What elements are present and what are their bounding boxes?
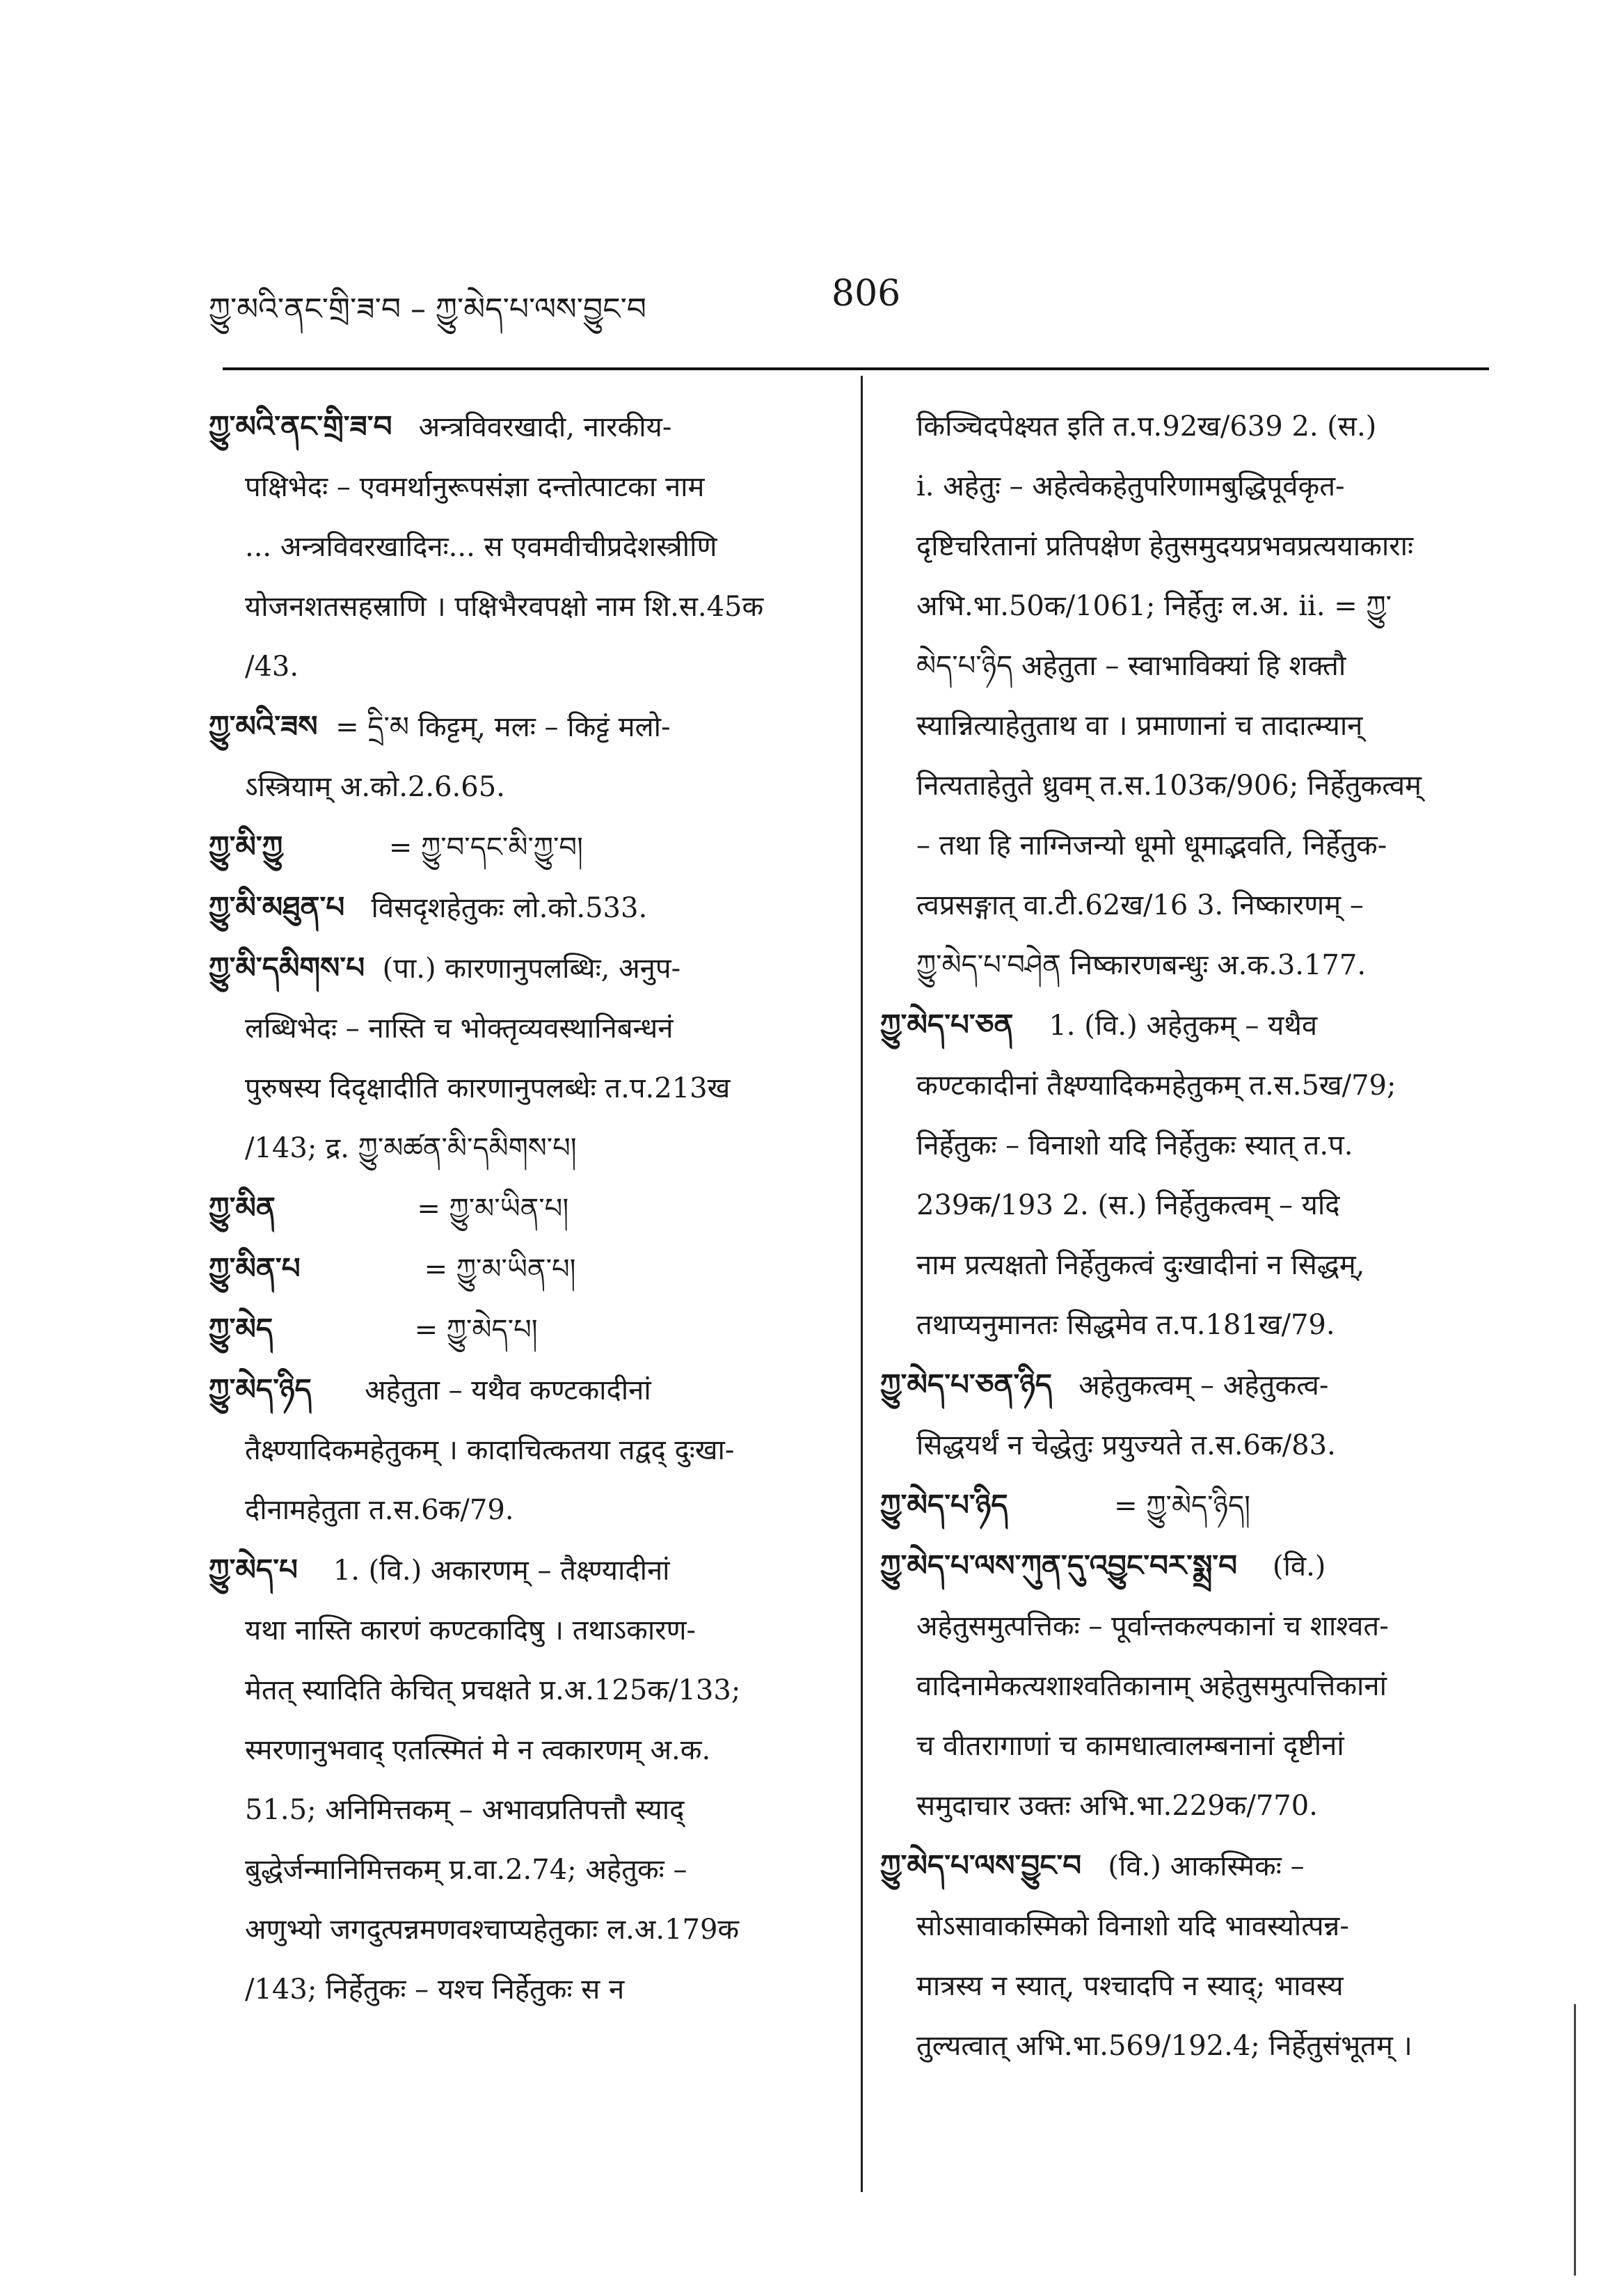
entry-headword-tibetan: ཀྱུ་མེད་པ་ལས་བྱུང་བ [880,1848,1082,1882]
page-edge-line [1574,2004,1576,2276]
entry-line: = ཀྱུ་མ་ཡིན་པ། [424,1253,576,1285]
entry-headword-tibetan: ཀྱུ་མི་མཐུན་པ [209,890,345,924]
entry-line: यथा नास्ति कारणं कण्टकादिषु । तथाऽकारण- [245,1614,696,1646]
entry-headword-tibetan: ཀྱུ་མེད་པ་ལས་ཀུན་དུ་འབྱུང་བར་སྨྲ་བ [880,1548,1238,1582]
entry-continuation [880,397,1486,995]
entry [209,938,835,1178]
entry-line: 1. (वि.) अकारणम् – तैक्ष्ण्यादीनां [333,1555,670,1587]
entry-line: दीनामहेतुता त.स.6क/79. [245,1494,514,1526]
entry-line: 1. (वि.) अहेतुकम् – यथैव [1049,1010,1318,1042]
entry-line: मात्रस्य न स्यात्, पश्चादपि न स्याद्; भावस्य [916,1970,1344,2002]
entry-line: पुरुषस्य दिदृक्षादीति कारणानुपलब्धेः त.प.213ख [245,1072,731,1104]
entry-line: = ཀྱུ་མེད་པ། [414,1314,538,1346]
entry-line: तथाप्यनुमानतः सिद्धमेव त.प.181ख/79. [916,1309,1335,1341]
entry-line: མེད་པ་ཉིད अहेतुता – स्वाभाविक्यां हि शक्तौ [916,650,1346,682]
entry-line: वादिनामेकत्यशाश्वतिकानाम् अहेतुसमुत्पत्तिकानां [916,1670,1387,1702]
entry-line: नित्यताहेतुते ध्रुवम् त.स.103क/906; निर्हेतुकत्वम् [916,770,1422,802]
entry-line: = ཀྱུ་མ་ཡིན་པ། [417,1193,569,1225]
entry-headword-tibetan: ཀྱུ་མིན [209,1191,276,1225]
entry-line: 239क/193 2. (स.) निर्हेतुकत्वम् – यदि [916,1189,1340,1221]
entry [209,1360,835,1540]
entry-line: बुद्धेर्जन्मानिमित्तकम् प्र.वा.2.74; अहेतुकः – [245,1854,687,1886]
entry [209,1540,835,2019]
entry-line: i. अहेतुः – अहेत्वेकहेतुपरिणामबुद्धिपूर्वकृत- [916,470,1345,502]
entry-line: ... अन्त्रविवरखादिनः... स एवमवीचीप्रदेशस्त्रीणि [245,531,717,563]
entry-line: अणुभ्यो जगदुत्पन्नमणवश्चाप्यहेतुकाः ल.अ.179क [245,1914,740,1946]
entry [209,397,835,697]
entry-line: (वि.) आकस्मिकः – [1108,1850,1305,1882]
entry-line: नाम प्रत्यक्षतो निर्हेतुकत्वं दुःखादीनां न सिद्धम्, [916,1249,1365,1281]
entry [880,1355,1486,1475]
entry-headword-tibetan: ཀྱུ་མི་དམིགས་པ [209,951,365,985]
entry-line: समुदाचार उक्तः अभि.भा.229क/770. [916,1790,1318,1822]
entry-line: योजनशतसहस्राणि । पक्षिभैरवपक्षो नाम शि.स.45क [245,591,764,623]
entry-line: अहेतुकत्वम् – अहेतुकत्व- [1078,1370,1329,1402]
entry-line: अहेतुता – यथैव कण्टकादीनां [365,1374,651,1406]
right-column [880,397,1486,2076]
running-header: ཀྱུ་མའི་ནང་གྲི་ཟ་བ – ཀྱུ་མེད་པ་ལས་བྱུང་བ [209,292,647,327]
entry [209,1178,835,1239]
entry [209,697,835,817]
entry-headword-tibetan: ཀྱུ་མེད་པ [209,1553,298,1587]
entry-line: (वि.) [1272,1550,1326,1582]
entry [209,878,835,938]
header-rule [223,367,1489,370]
entry-line: ཀྱུ་མེད་པ་བཤེན निष्कारणबन्धुः अ.क.3.177. [916,949,1367,981]
entry [209,1239,835,1299]
entry [880,1536,1486,1836]
entry-line: /143; निर्हेतुकः – यश्च निर्हेतुकः स न [245,1974,625,2006]
entry-line: स्मरणानुभवाद् एतत्स्मितं मे न त्वकारणम् अ.क. [245,1734,711,1766]
entry-line: /143; द्र. ཀྱུ་མཚན་མི་དམིགས་པ། [245,1132,577,1164]
entry-line: निर्हेतुकः – विनाशो यदि निर्हेतुकः स्यात् त.प. [916,1129,1353,1161]
entry-headword-tibetan: ཀྱུ་མེད་པ་ཅན་ཉིད [880,1367,1053,1402]
entry-headword-tibetan: ཀྱུ་མི་ཀྱུ [209,830,283,864]
entry-line: मेतत् स्यादिति केचित् प्रचक्षते प्र.अ.125क/133; [245,1674,741,1706]
column-divider [861,376,863,2192]
entry-line: अन्त्रविवरखादी, नारकीय- [418,411,672,443]
entry-headword-tibetan: ཀྱུ་མའི་ནང་གྲི་ཟ་བ [209,409,392,443]
entry-headword-tibetan: ཀྱུ་མའི་ཟས [209,709,318,743]
left-column [209,397,835,2019]
entry [880,1836,1486,2076]
entry-headword-tibetan: ཀྱུ་མེད་ཉིད [209,1372,312,1406]
entry-line: (पा.) कारणानुपलब्धिः, अनुप- [382,953,681,985]
page-number: 806 [831,273,901,315]
entry-line: = དྲི་མ किट्टम्, मलः – किट्टं मलो- [335,711,671,743]
entry-line: अहेतुसमुत्पत्तिकः – पूर्वान्तकल्पकानां च शाश्वत- [916,1610,1389,1642]
entry-line: तैक्ष्ण्यादिकमहेतुकम् । कादाचित्कतया तद्वद् दुःखा- [245,1434,735,1466]
entry [880,995,1486,1355]
entry-line: सोऽसावाकस्मिको विनाशो यदि भावस्योत्पन्न- [916,1910,1349,1942]
entry-line: च वीतरागाणां च कामधात्वालम्बनानां दृष्टीनां [916,1730,1344,1762]
entry [880,1475,1486,1536]
entry-line: = ཀྱུ་བ་དང་མི་ཀྱུ་བ། [388,832,583,864]
entry-line: तुल्यत्वात् अभि.भा.569/192.4; निर्हेतुसंभूतम् । [916,2030,1412,2062]
entry-line: = ཀྱུ་མེད་ཉིད། [1114,1490,1250,1522]
entry-line: 51.5; अनिमित्तकम् – अभावप्रतिपत्तौ स्याद् [245,1794,685,1826]
entry [209,1299,835,1360]
entry-line: सिद्धयर्थं न चेद्धेतुः प्रयुज्यते त.स.6क/83. [916,1429,1336,1461]
entry-line: पक्षिभेदः – एवमर्थानुरूपसंज्ञा दन्तोत्पाटका नाम [245,471,705,503]
entry-headword-tibetan: ཀྱུ་མེད་པ་ཉིད [880,1488,1008,1522]
entry-line: कण्टकादीनां तैक्ष्ण्यादिकमहेतुकम् त.स.5ख/79; [916,1070,1396,1102]
entry-line: /43. [245,651,299,683]
entry-line: – तथा हि नाग्निजन्यो धूमो धूमाद्भवति, निर्हेतुक- [916,830,1387,862]
entry-line: विसदृशहेतुकः लो.को.533. [371,892,648,924]
entry-line: ऽस्त्रियाम् अ.को.2.6.65. [245,771,505,803]
entry-headword-tibetan: ཀྱུ་མིན་པ [209,1251,301,1285]
entry-headword-tibetan: ཀྱུ་མེད [209,1312,273,1346]
entry-line: स्यान्नित्याहेतुताथ वा । प्रमाणानां च तादात्म्यान् [916,710,1363,742]
entry [209,817,835,878]
entry-line: त्वप्रसङ्गात् वा.टी.62ख/16 3. निष्कारणम् – [916,889,1364,921]
entry-line: किञ्चिदपेक्ष्यत इति त.प.92ख/639 2. (स.) [916,411,1377,443]
entry-headword-tibetan: ཀྱུ་མེད་པ་ཅན [880,1008,1014,1042]
entry-line: दृष्टिचरितानां प्रतिपक्षेण हेतुसमुदयप्रभवप्रत्ययाकाराः [916,530,1414,562]
entry-line: अभि.भा.50क/1061; निर्हेतुः ल.अ. ii. = ཀྱུ་ [916,590,1392,622]
entry-line: लब्धिभेदः – नास्ति च भोक्तृव्यवस्थानिबन्धनं [245,1013,674,1045]
